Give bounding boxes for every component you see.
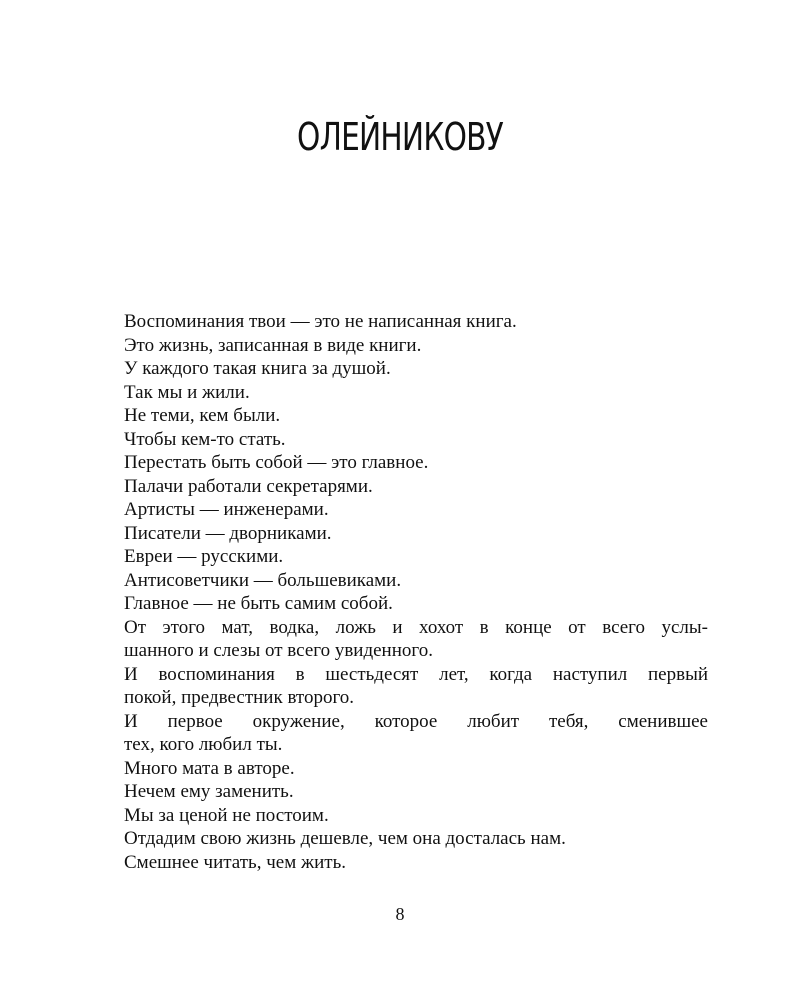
text-line: Антисоветчики — большевиками. xyxy=(124,569,402,591)
text-line: Не теми, кем были. xyxy=(124,405,281,426)
text-line: Перестать быть собой — это главное. xyxy=(124,452,429,473)
text-line: тех, кого любил ты. xyxy=(124,734,283,755)
text-line: Воспоминания твои — это не написанная книга. xyxy=(124,311,517,332)
text-line: У каждого такая книга за душой. xyxy=(124,358,391,379)
text-line: Это жизнь, записанная в виде книги. xyxy=(124,334,422,356)
text-line: Палачи работали секретарями. xyxy=(124,475,373,497)
text-line: шанного и слезы от всего увиденного. xyxy=(124,640,433,661)
text-line: И воспоминания в шестьдесят лет, когда наступил первый xyxy=(124,663,708,685)
text-line: Так мы и жили. xyxy=(124,381,250,403)
text-line: Нечем ему заменить. xyxy=(124,781,294,802)
text-line: Много мата в авторе. xyxy=(124,757,295,779)
text-line: Смешнее читать, чем жить. xyxy=(124,851,346,873)
page-title: ОЛЕЙНИКОВУ xyxy=(297,115,503,159)
text-line: Мы за ценой не постоим. xyxy=(124,804,329,826)
text-line: покой, предвестник второго. xyxy=(124,687,355,708)
text-line: Чтобы кем-то стать. xyxy=(124,428,286,450)
text-line: Евреи — русскими. xyxy=(124,546,284,567)
text-line: Артисты — инженерами. xyxy=(124,499,329,520)
text-line: Главное — не быть самим собой. xyxy=(124,593,393,614)
text-line: От этого мат, водка, ложь и хохот в конце от всего услы- xyxy=(124,616,708,638)
text-line: Писатели — дворниками. xyxy=(124,522,332,544)
poem-text xyxy=(124,310,708,874)
text-line: И первое окружение, которое любит тебя, сменившее xyxy=(124,710,708,732)
page-number: 8 xyxy=(395,904,405,924)
text-line: Отдадим свою жизнь дешевле, чем она досталась нам. xyxy=(124,828,566,849)
